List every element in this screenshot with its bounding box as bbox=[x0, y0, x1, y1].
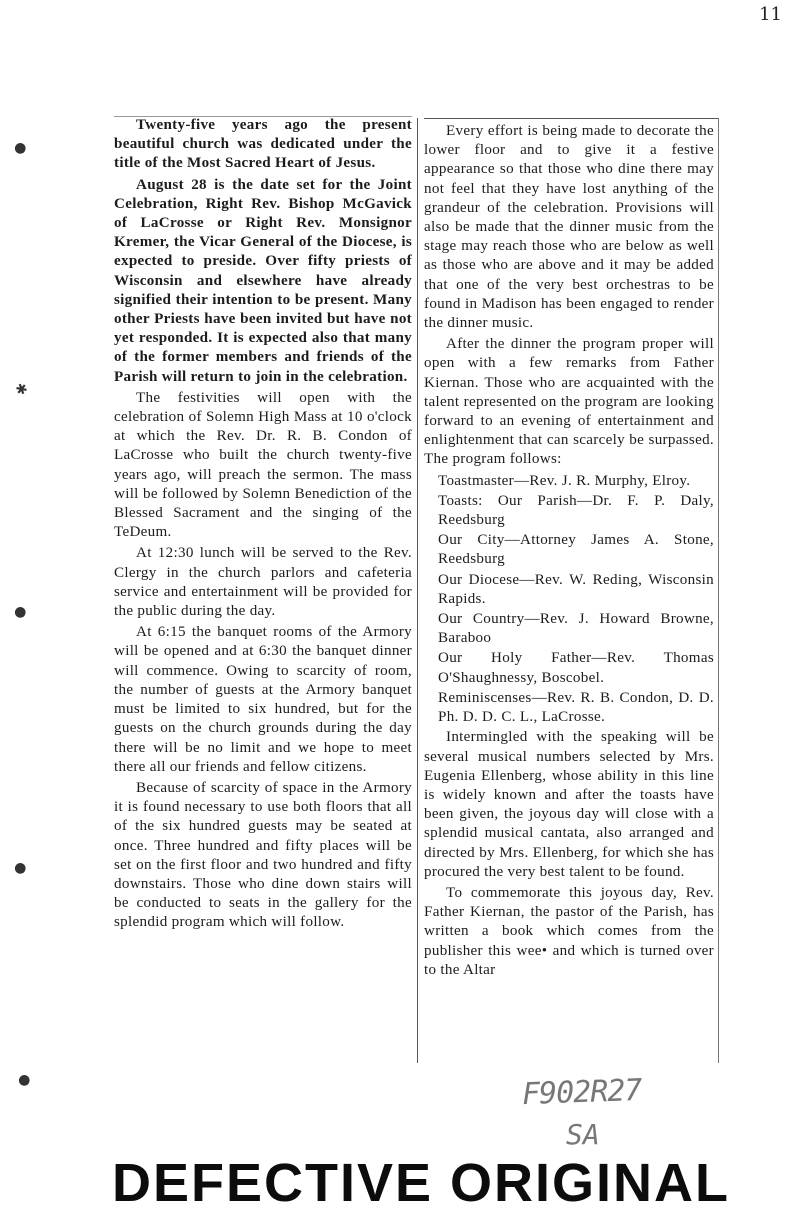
column-border bbox=[718, 118, 719, 1063]
column-divider bbox=[417, 118, 418, 1063]
margin-mark-icon: ✱ bbox=[13, 380, 31, 400]
program-item: Our Diocese—Rev. W. Reding, Wisconsin Rapids. bbox=[438, 571, 714, 607]
column-top-rule bbox=[424, 118, 718, 119]
program-item: Our City—Attorney James A. Stone, Reedsburg bbox=[438, 532, 714, 568]
article-paragraph: To commemorate this joyous day, Rev. Father Kiernan, the pastor of the Parish, has written a book which comes from the publisher this wee• and which is turned over to the Altar bbox=[424, 884, 714, 978]
margin-mark-icon: ● bbox=[11, 138, 29, 158]
article-paragraph: Intermingled with the speaking will be several musical numbers selected by Mrs. Eugenia Ellenberg, whose ability in this line is widely known and after the toasts have been given, the joyous day will close with a splendid musical cantata, also arranged and directed by Mrs. Ellenberg, for which she has procured the very best talent to be found. bbox=[424, 729, 714, 880]
article-left-column bbox=[114, 116, 412, 935]
article-paragraph: At 12:30 lunch will be served to the Rev. Clergy in the church parlors and cafeteria service and entertainment will be provided for the public during the day. bbox=[114, 545, 412, 620]
article-paragraph: August 28 is the date set for the Joint Celebration, Right Rev. Bishop McGavick of LaCrosse or Right Rev. Monsignor Kremer, the Vicar General of the Diocese, is expected to preside. Over fifty priests of Wisconsin and elsewhere have already signified their intention to be present. Many other Priests have been invited but have not yet responded. It is expected also that many of the former members and friends of the Parish will return to join in the celebration. bbox=[114, 176, 412, 385]
article-right-column bbox=[424, 122, 714, 982]
article-paragraph: Every effort is being made to decorate the lower floor and to give it a festive appearance so that those who dine there may not feel that they have lost anything of the grandeur of the celebration. Provisions will also be made that the dinner music from the stage may reach those who are below as well as those who are above and it may be added that one of the very best orchestras to be found in Madison has been engaged to render the dinner music. bbox=[424, 123, 714, 332]
article-paragraph: Twenty-five years ago the present beautiful church was dedicated under the title of the Most Sacred Heart of Jesus. bbox=[114, 117, 412, 172]
article-paragraph: At 6:15 the banquet rooms of the Armory will be opened and at 6:30 the banquet dinner will commence. Owing to scarcity of room, the number of guests at the Armory banquet must be limited to six hundred, but for the guests on the church grounds during the day there will be no limit and we hope to meet there all our friends and fellow citizens. bbox=[114, 624, 412, 775]
margin-mark-icon: ● bbox=[11, 602, 29, 622]
program-item: Our Holy Father—Rev. Thomas O'Shaughnessy, Boscobel. bbox=[438, 650, 714, 686]
defective-original-stamp: DEFECTIVE ORIGINAL bbox=[112, 1153, 731, 1213]
article-paragraph: The festivities will open with the celebration of Solemn High Mass at 10 o'clock at which the Rev. Dr. R. B. Condon of LaCrosse who built the church twenty-five years ago, will preach the sermon. The mass will be followed by Solemn Benediction of the Blessed Sacrament and the singing of the TeDeum. bbox=[114, 389, 412, 541]
program-item: Toasts: Our Parish—Dr. F. P. Daly, Reedsburg bbox=[438, 492, 714, 529]
handwritten-code: F902R27 bbox=[521, 1072, 643, 1113]
page-mark: 11 bbox=[759, 4, 782, 25]
margin-mark-icon: ● bbox=[15, 1070, 33, 1090]
program-item: Toastmaster—Rev. J. R. Murphy, Elroy. bbox=[438, 472, 691, 489]
handwritten-sub: SA bbox=[566, 1118, 600, 1151]
program-item: Our Country—Rev. J. Howard Browne, Baraboo bbox=[438, 611, 714, 647]
margin-mark-icon: ● bbox=[11, 858, 29, 878]
article-paragraph: Because of scarcity of space in the Armory it is found necessary to use both floors that all of the six hundred guests may be seated at once. Three hundred and fifty places will be set on the first floor and two hundred and fifty downstairs. Those who dine down stairs will be conducted to seats in the gallery for the splendid program which will follow. bbox=[114, 779, 412, 931]
article-paragraph: After the dinner the program proper will open with a few remarks from Father Kiernan. Those who are acquainted with the talent represented on the program are looking forward to an evening of entertainment and enlightenment that can scarcely be surpassed. The program follows: bbox=[424, 336, 714, 468]
program-item: Reminiscenses—Rev. R. B. Condon, D. D. Ph. D. D. C. L., LaCrosse. bbox=[438, 689, 714, 726]
